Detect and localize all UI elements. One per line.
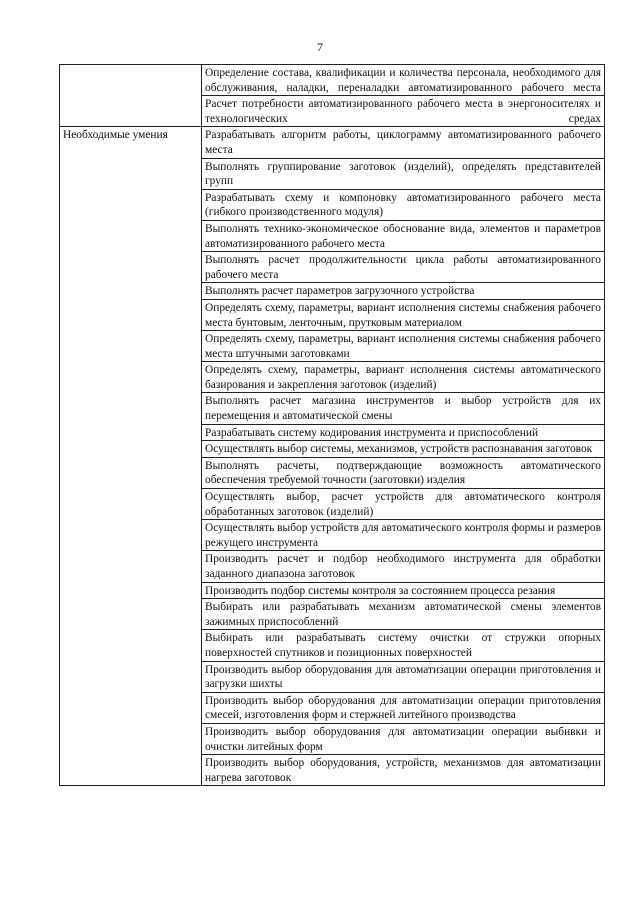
table-cell: Выполнять расчет продолжительности цикла работы автоматизированного рабочего места <box>202 252 605 283</box>
table-cell: Производить подбор системы контроля за состоянием процесса резания <box>202 582 605 599</box>
table-cell: Выбирать или разрабатывать систему очистки от стружки опорных поверхностей спутников и позиционных поверхностей <box>202 630 605 661</box>
table-row <box>60 127 605 158</box>
table-row <box>60 65 605 96</box>
table-cell: Осуществлять выбор, расчет устройств для автоматического контроля обработанных заготовок (изделий) <box>202 489 605 520</box>
table-cell: Выполнять группирование заготовок (изделий), определять представителей групп <box>202 158 605 189</box>
table-cell: Определять схему, параметры, вариант исполнения системы снабжения рабочего места штучными заготовками <box>202 331 605 362</box>
table-cell: Производить выбор оборудования для автоматизации операции выбивки и очистки литейных форм <box>202 723 605 754</box>
table-cell: Определять схему, параметры, вариант исполнения системы автоматического базирования и закрепления заготовок (изделий) <box>202 362 605 393</box>
table-cell: Осуществлять выбор системы, механизмов, устройств распознавания заготовок <box>202 441 605 458</box>
table-cell: Выполнять расчет параметров загрузочного устройства <box>202 283 605 300</box>
table-cell: Определение состава, квалификации и количества персонала, необходимого для обслуживания, наладки, переналадки автоматизированного рабочего места <box>202 65 605 96</box>
table-cell: Выполнять технико-экономическое обоснование вида, элементов и параметров автоматизированного рабочего места <box>202 220 605 251</box>
table-cell: Определять схему, параметры, вариант исполнения системы снабжения рабочего места бунтовым, ленточным, прутковым материалом <box>202 299 605 330</box>
table-cell: Расчет потребности автоматизированного рабочего места в энергоносителях и технологических средах <box>202 96 605 127</box>
table-cell: Разрабатывать схему и компоновку автоматизированного рабочего места (гибкого производственного модуля) <box>202 189 605 220</box>
table-cell: Производить расчет и подбор необходимого инструмента для обработки заданного диапазона заготовок <box>202 551 605 582</box>
table-cell: Выполнять расчет магазина инструментов и выбор устройств для их перемещения и автоматической смены <box>202 393 605 424</box>
page-number: 7 <box>317 40 323 54</box>
table-cell: Выбирать или разрабатывать механизм автоматической смены элементов зажимных приспособлений <box>202 599 605 630</box>
section-label-cell <box>60 65 202 127</box>
table-cell: Осуществлять выбор устройств для автоматического контроля формы и размеров режущего инструмента <box>202 520 605 551</box>
table-cell: Производить выбор оборудования для автоматизации операции приготовления и загрузки шихты <box>202 661 605 692</box>
table-cell: Выполнять расчеты, подтверждающие возможность автоматического обеспечения требуемой точности (заготовки) изделия <box>202 457 605 488</box>
table-cell: Разрабатывать алгоритм работы, циклограмму автоматизированного рабочего места <box>202 127 605 158</box>
section-label-cell: Необходимые умения <box>60 127 202 786</box>
requirements-table <box>59 64 605 786</box>
table-cell: Разрабатывать систему кодирования инструмента и приспособлений <box>202 424 605 441</box>
table-cell: Производить выбор оборудования для автоматизации операции приготовления смесей, изготовления форм и стержней литейного производства <box>202 692 605 723</box>
table-cell: Производить выбор оборудования, устройств, механизмов для автоматизации нагрева заготовок <box>202 755 605 786</box>
